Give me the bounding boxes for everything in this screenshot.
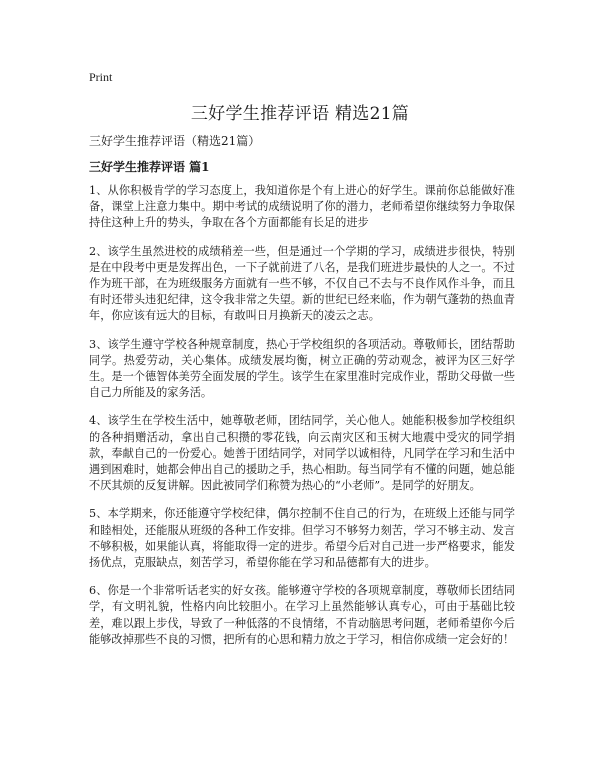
paragraph-3: 3、该学生遵守学校各种规章制度，热心于学校组织的各项活动。尊敬师长，团结帮助同学。热爱劳动，关心集体。成绩发展均衡，树立正确的劳动观念，被评为区三好学生。是一个德智体美劳全面发展的学生。该学生在家里准时完成作业，帮助父母做一些自己力所能及的家务活。 <box>89 337 515 400</box>
paragraph-2: 2、该学生虽然进校的成绩稍差一些，但是通过一个学期的学习，成绩进步很快，特别是在中段考中更是发挥出色，一下子就前进了八名，是我们班进步最快的人之一。不过作为班干部，在为班级服务方面就有一些不够，不仅自己不去与不良作风作斗争，而且有时还带头违犯纪律，这令我非常之失望。新的世纪已经来临，作为朝气蓬勃的热血青年，你应该有远大的目标，有敢叫日月换新天的凌云之志。 <box>89 244 515 323</box>
page-title: 三好学生推荐评语 精选21篇 <box>190 104 410 124</box>
paragraph-4: 4、该学生在学校生活中，她尊敬老师，团结同学，关心他人。她能积极参加学校组织的各种捐赠活动，拿出自己积攒的零花钱，向云南灾区和玉树大地震中受灾的同学捐款，奉献自己的一份爱心。她善于团结同学，对同学以诚相待，凡同学在学习和生活中遇到困难时，她都会伸出自己的援助之手，热心相助。每当同学有不懂的问题，她总能不厌其烦的反复讲解。因此被同学们称赞为热心的“小老师”。是同学的好朋友。 <box>89 414 515 493</box>
paragraph-1: 1、从你积极肯学的学习态度上，我知道你是个有上进心的好学生。课前你总能做好准备，课堂上注意力集中。期中考试的成绩说明了你的潜力，老师希望你继续努力争取保持住这种上升的势头，争取在各个方面都能有长足的进步 <box>89 184 515 230</box>
document-body <box>89 133 515 660</box>
paragraph-5: 5、本学期来，你还能遵守学校纪律，偶尔控制不住自己的行为，在班级上还能与同学和睦相处，还能服从班级的各种工作安排。但学习不够努力刻苦，学习不够主动、发言不够积极，如果能认真，将能取得一定的进步。希望今后对自己进一步严格要求，能发扬优点，克服缺点，刻苦学习，希望你能在学习和品德都有大的进步。 <box>89 507 515 570</box>
section-heading: 三好学生推荐评语 篇1 <box>89 160 210 174</box>
paragraph-6: 6、你是一个非常听话老实的好女孩。能够遵守学校的各项规章制度，尊敬师长团结同学，有文明礼貌，性格内向比较胆小。在学习上虽然能够认真专心，可由于基础比较差，难以跟上步伐，导致了一种低落的不良情绪，不肯动脑思考问题，老师希望你今后能够改掉那些不良的习惯，把所有的心思和精力放之于学习，相信你成绩一定会好的！ <box>89 584 515 646</box>
document-subtitle: 三好学生推荐评语（精选21篇） <box>89 134 261 148</box>
print-link[interactable]: Print <box>89 70 113 84</box>
